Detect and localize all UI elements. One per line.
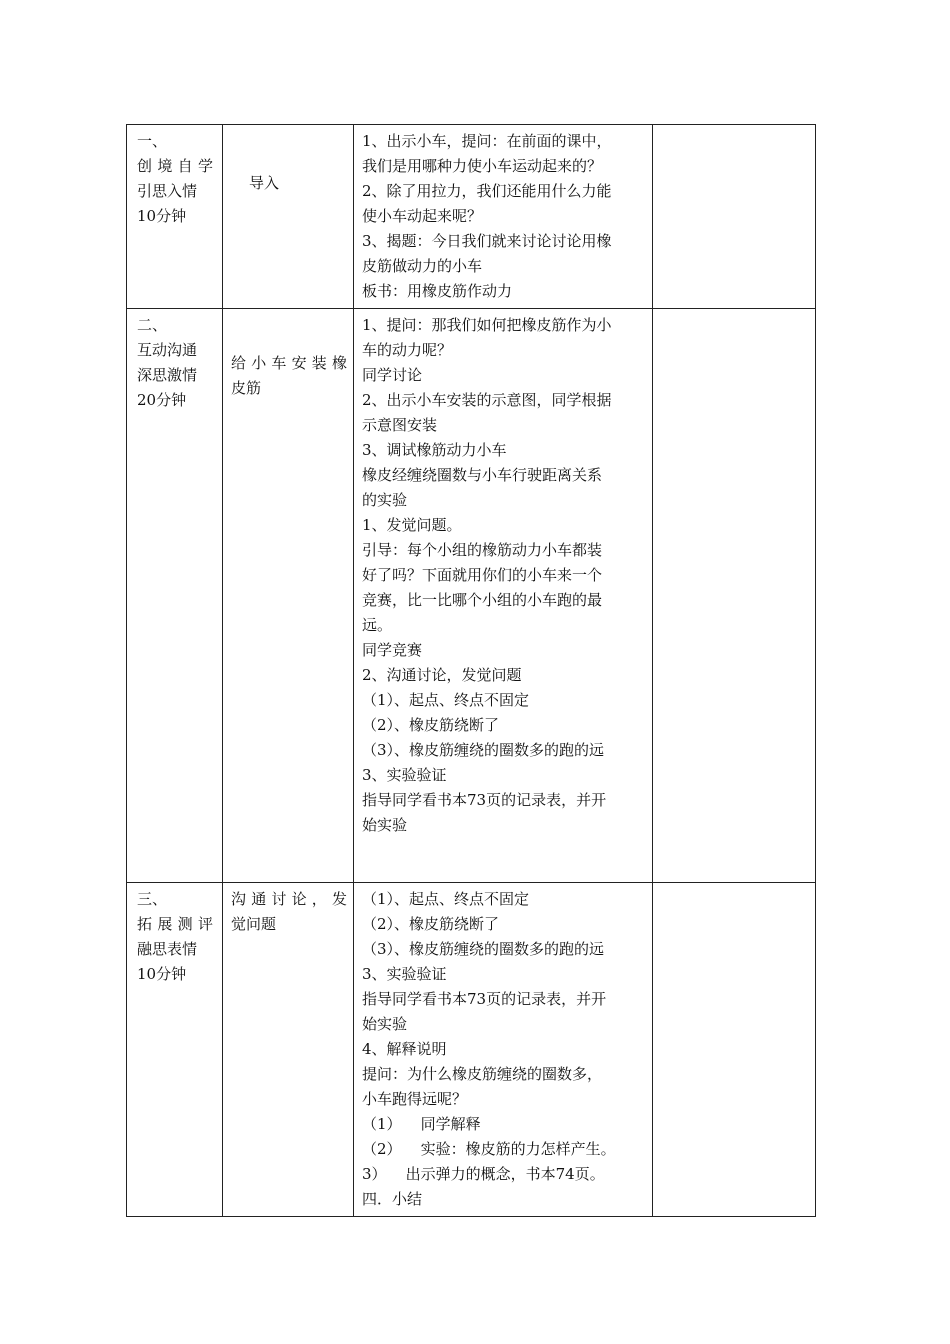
topic-cell (223, 309, 354, 883)
stage-duration: 10分钟 (137, 207, 187, 225)
note-cell (653, 125, 816, 309)
topic-text: 给小车安装橡 (231, 354, 347, 372)
stage-title-2: 引思入情 (137, 182, 198, 200)
content-line: 示意图安装 (362, 416, 438, 434)
content-line: 远。 (362, 616, 393, 634)
topic-text: 沟通讨论，发 (231, 890, 347, 908)
content-line: 板书：用橡皮筋作动力 (362, 282, 513, 300)
content-line: 好了吗？下面就用你们的小车来一个 (362, 566, 603, 584)
stage-title-1: 创境自学 (137, 157, 213, 175)
content-line: 提问：为什么橡皮筋缠绕的圈数多， (362, 1065, 603, 1083)
stage-title-1: 拓展测评 (137, 915, 213, 933)
stage-number: 一、 (137, 132, 168, 150)
content-line: 竞赛，比一比哪个小组的小车跑的最 (362, 591, 603, 609)
content-line: 指导同学看书本73页的记录表，并开 (362, 791, 607, 809)
content-line: 橡皮经缠绕圈数与小车行驶距离关系 (362, 466, 603, 484)
content-line: 四．小结 (362, 1190, 423, 1208)
content-line: 3、实验验证 (362, 965, 447, 983)
content-line: 始实验 (362, 816, 408, 834)
topic-text: 导入 (249, 174, 280, 192)
content-line: （1）、起点、终点不固定 (362, 890, 530, 908)
stage-duration: 10分钟 (137, 965, 187, 983)
content-cell (354, 125, 653, 309)
note-cell (653, 883, 816, 1217)
content-line: 使小车动起来呢？ (362, 207, 483, 225)
content-line: 2、沟通讨论，发觉问题 (362, 666, 522, 684)
content-line: （2）、橡皮筋绕断了 (362, 716, 500, 734)
content-line: 3） 出示弹力的概念，书本74页。 (362, 1165, 605, 1183)
stage-cell (127, 883, 223, 1217)
stage-number: 三、 (137, 890, 168, 908)
topic-cell (223, 883, 354, 1217)
content-line: 1、提问：那我们如何把橡皮筋作为小 (362, 316, 612, 334)
stage-duration: 20分钟 (137, 391, 187, 409)
content-line: 皮筋做动力的小车 (362, 257, 483, 275)
content-line: 车的动力呢？ (362, 341, 453, 359)
stage-title-2: 深思激情 (137, 366, 198, 384)
stage-title-2: 融思表情 (137, 940, 198, 958)
note-cell (653, 309, 816, 883)
content-line: （2） 实验：橡皮筋的力怎样产生。 (362, 1140, 616, 1158)
content-line: 3、调试橡筋动力小车 (362, 441, 507, 459)
content-line: 小车跑得远呢？ (362, 1090, 468, 1108)
content-cell (354, 309, 653, 883)
table-row (127, 125, 816, 309)
content-line: 我们是用哪种力使小车运动起来的？ (362, 157, 603, 175)
topic-text: 觉问题 (231, 915, 277, 933)
content-line: （3）、橡皮筋缠绕的圈数多的跑的远 (362, 741, 605, 759)
lesson-plan-table (126, 124, 816, 1217)
content-line: 3、实验验证 (362, 766, 447, 784)
content-line: 同学竞赛 (362, 641, 423, 659)
content-line: （1） 同学解释 (362, 1115, 481, 1133)
topic-text: 皮筋 (231, 379, 262, 397)
content-line: 同学讨论 (362, 366, 423, 384)
content-line: 1、发觉问题。 (362, 516, 462, 534)
stage-cell (127, 309, 223, 883)
content-line: （3）、橡皮筋缠绕的圈数多的跑的远 (362, 940, 605, 958)
content-line: 始实验 (362, 1015, 408, 1033)
content-line: 3、揭题：今日我们就来讨论讨论用橡 (362, 232, 612, 250)
content-line: 2、除了用拉力，我们还能用什么力能 (362, 182, 612, 200)
table-row (127, 883, 816, 1217)
stage-cell (127, 125, 223, 309)
topic-cell (223, 125, 354, 309)
content-line: 1、出示小车，提问：在前面的课中， (362, 132, 612, 150)
content-line: 指导同学看书本73页的记录表，并开 (362, 990, 607, 1008)
content-line: 4、解释说明 (362, 1040, 447, 1058)
content-line: 引导：每个小组的橡筋动力小车都装 (362, 541, 603, 559)
content-cell (354, 883, 653, 1217)
stage-title-1: 互动沟通 (137, 341, 198, 359)
stage-number: 二、 (137, 316, 168, 334)
content-line: 2、出示小车安装的示意图，同学根据 (362, 391, 612, 409)
table-row (127, 309, 816, 883)
content-line: （2）、橡皮筋绕断了 (362, 915, 500, 933)
content-line: 的实验 (362, 491, 408, 509)
content-line: （1）、起点、终点不固定 (362, 691, 530, 709)
